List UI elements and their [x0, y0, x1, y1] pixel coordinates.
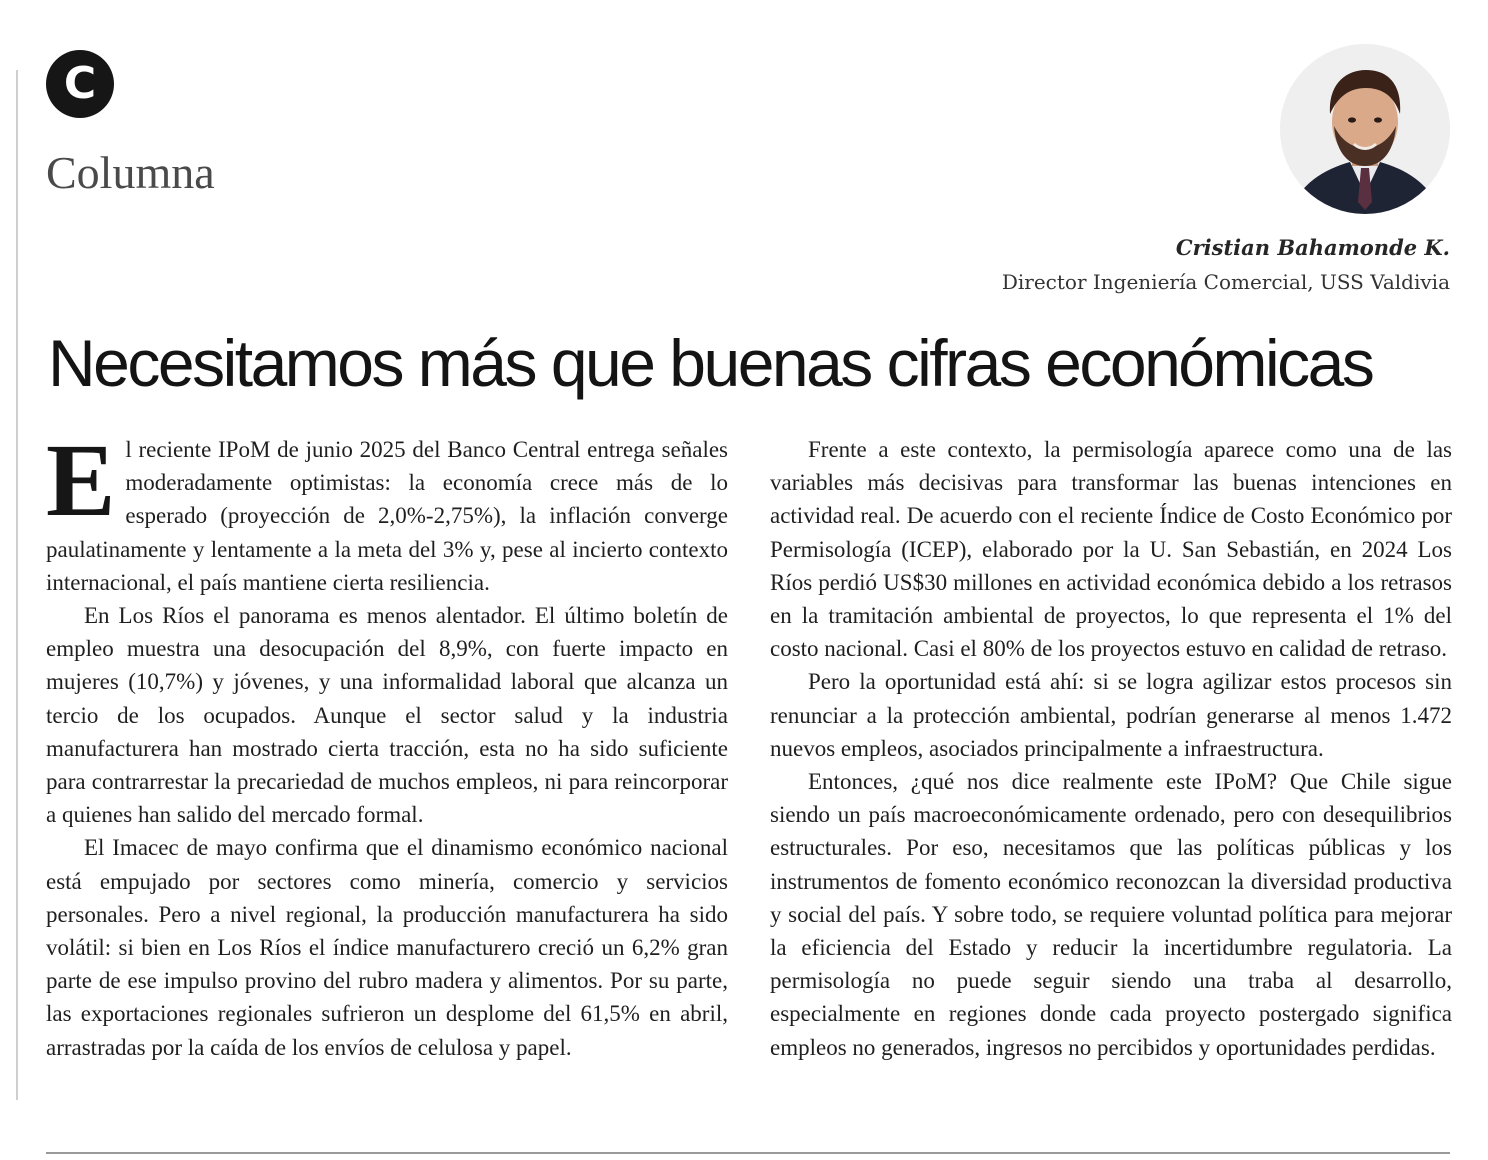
article-column-left: [46, 423, 728, 1064]
article-paragraph: Entonces, ¿qué nos dice realmente este IPoM? Que Chile sigue siendo un país macroeconómicamente ordenado, pero con desequilibrios estructurales. Por eso, necesitamos que las políticas públicas y los instrumentos de fomento económico reconozcan la diversidad productiva y social del país. Y sobre todo, se requiere voluntad política para mejorar la eficiencia del Estado y reducir la incertidumbre regulatoria. La permisología no puede seguir siendo una traba al desarrollo, especialmente en regiones donde cada proyecto postergado significa empleos no generados, ingresos no percibidos y oportunidades perdidas.: [770, 769, 1452, 1060]
article-paragraph: [46, 423, 728, 599]
article-paragraph: Pero la oportunidad está ahí: si se logra agilizar estos procesos sin renunciar a la protección ambiental, podrían generarse al menos 1.472 nuevos empleos, asociados principalmente a infraestructura.: [770, 669, 1452, 761]
article-headline: Necesitamos más que buenas cifras económicas: [48, 326, 1373, 400]
section-label: Columna: [46, 147, 215, 198]
section-badge-letter: C: [63, 58, 97, 109]
article-paragraph: En Los Ríos el panorama es menos alentador. El último boletín de empleo muestra una desocupación del 8,9%, con fuerte impacto en mujeres (10,7%) y jóvenes, y una informalidad laboral que alcanza un tercio de los ocupados. Aunque el sector salud y la industria manufacturera han mostrado cierta tracción, esta no ha sido suficiente para contrarrestar la precariedad de muchos empleos, ni para reincorporar a quienes han salido del mercado formal.: [46, 603, 728, 828]
bottom-rule: [46, 1152, 1450, 1154]
left-margin-rule: [16, 70, 18, 1100]
author-name: Cristian Bahamonde K.: [1175, 235, 1450, 260]
paragraph-text: l reciente IPoM de junio 2025 del Banco Central entrega señales moderadamente optimistas: la economía crece más de lo esperado (proyección de 2,0%-2,75%), la inflación converge paulatinamente y lentamente a la meta del 3% y, pese al incierto contexto internacional, el país mantiene cierta resiliencia.: [46, 437, 728, 595]
article-paragraph: Frente a este contexto, la permisología aparece como una de las variables más decisivas para transformar las buenas intenciones en actividad real. De acuerdo con el reciente Índice de Costo Económico por Permisología (ICEP), elaborado por la U. San Sebastián, en 2024 Los Ríos perdió US$30 millones en actividad económica debido a los retrasos en la tramitación ambiental de proyectos, lo que representa el 1% del costo nacional. Casi el 80% de los proyectos estuvo en calidad de retraso.: [770, 437, 1452, 662]
article-paragraph: El Imacec de mayo confirma que el dinamismo económico nacional está empujado por sectores como minería, comercio y servicios personales. Pero a nivel regional, la producción manufacturera ha sido volátil: si bien en Los Ríos el índice manufacturero creció un 6,2% gran parte de ese impulso provino del rubro madera y alimentos. Por su parte, las exportaciones regionales sufrieron un desplome del 61,5% en abril, arrastradas por la caída de los envíos de celulosa y papel.: [46, 835, 728, 1060]
author-role: Director Ingeniería Comercial, USS Valdivia: [1001, 270, 1450, 294]
article-column-right: [770, 433, 1452, 1064]
section-badge: [46, 50, 114, 118]
author-portrait-image: [1280, 44, 1450, 214]
author-photo: [1280, 44, 1450, 214]
drop-cap: E: [46, 423, 116, 538]
